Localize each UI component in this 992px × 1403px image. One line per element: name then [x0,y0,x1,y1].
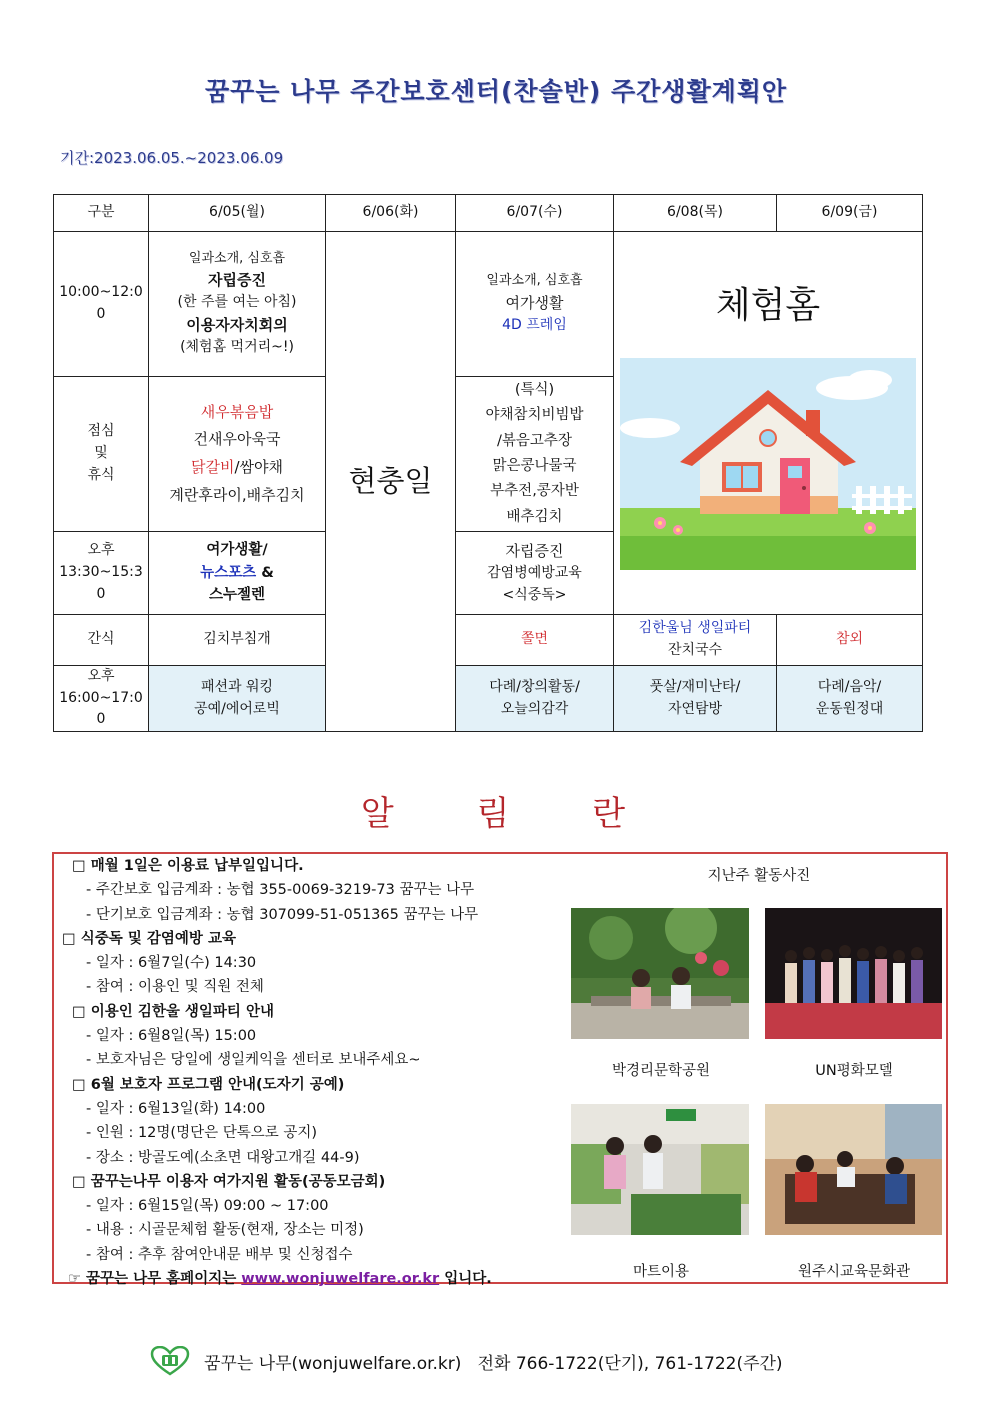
notice-heading: □ 매월 1일은 이용료 납부일입니다. [72,858,304,874]
activity-line: 다례/창의활동/ [489,678,580,695]
activity-line: 풋살/재미난타/ [649,678,741,695]
menu-item: 배추김치 [506,508,563,525]
notice-heading: □ 꿈꾸는나무 이용자 여가지원 활동(공동모금회) [72,1173,386,1190]
menu-item: /볶음고추장 [497,432,572,449]
notice-title: 알 림 란 [360,794,632,834]
house-illustration [620,358,916,570]
center-logo-icon [150,1346,190,1376]
mon-late-cell [149,666,326,732]
activity-line: 4D 프레임 [502,316,567,333]
photo-park [571,908,749,1039]
notice-item: - 일자 : 6월7일(수) 14:30 [86,955,257,972]
menu-item-highlight: 닭갈비 [190,458,235,476]
activity-line: (한 주를 여는 아침) [177,294,297,311]
table-row [54,666,923,732]
homepage-prefix: ☞ 꿈꾸는 나무 홈페이지는 [68,1271,237,1288]
header-cell: 구분 [54,195,149,232]
activity-line: 운동원정대 [815,700,884,717]
menu-item: 야채참치비빔밥 [485,407,584,424]
activity-line: 다례/음악/ [817,678,882,695]
table-row [54,615,923,666]
photo-center [765,1104,942,1235]
photo-caption: 원주시교육문화관 [797,1264,911,1280]
activity-line: 일과소개, 심호흡 [188,250,286,266]
wed-snack-cell: 쫄면 [456,615,614,666]
time-label-text: 10:00~12:00 [59,284,143,322]
header-cell: 6/08(목) [614,195,777,232]
wed-late-cell [456,666,614,732]
label-line: 휴식 [87,466,115,483]
notice-item: - 일자 : 6월13일(화) 14:00 [86,1100,266,1117]
weekly-plan-table [53,194,923,732]
notice-list [62,854,572,1291]
menu-item: 계란후라이,배추김치 [169,485,305,504]
page-title: 꿈꾸는 나무 주간보호센터(찬솔반) 주간생활계획안 [204,77,788,106]
activity-amp: & [261,564,274,581]
thu-snack-cell [614,615,777,666]
heart-logo-icon [150,1346,190,1376]
photo-center-image [765,1104,942,1235]
homepage-suffix: 입니다. [444,1271,492,1288]
photo-caption: UN평화모델 [815,1063,893,1079]
photo-stage [765,908,942,1039]
photo-caption: 마트이용 [632,1264,690,1280]
activity-line: 오늘의감각 [500,700,569,717]
wed-lunch-cell [456,377,614,532]
experience-home-title: 체험홈 [715,285,821,326]
notice-item: - 참여 : 추후 참여안내문 배부 및 신청접수 [86,1246,353,1263]
photo-section [569,854,949,1284]
notice-item: - 보호자님은 당일에 생일케익을 센터로 보내주세요~ [86,1052,421,1069]
mon-lunch-cell [149,377,326,532]
photo-section-title: 지난주 활동사진 [707,868,811,884]
activity-line: 일과소개, 심호흡 [486,273,583,289]
homepage-line [62,1267,572,1291]
photo-mart [571,1104,749,1235]
activity-line: (체험홈 먹거리~!) [180,339,294,356]
notice-item: - 주간보호 입금계좌 : 농협 355-0069-3219-73 꿈꾸는 나무 [86,882,475,899]
notice-item: - 내용 : 시골문체험 활동(현재, 장소는 미정) [86,1222,364,1239]
label-line: 및 [94,445,108,462]
mon-afternoon-cell [149,532,326,615]
notice-heading: □ 이용인 김한울 생일파티 안내 [72,1003,274,1020]
period-label: 기간:2023.06.05.~2023.06.09 [60,149,284,167]
mon-morning-cell [149,232,326,377]
activity-line: 공예/에어로빅 [194,700,280,717]
activity-line: 자연탐방 [667,700,723,717]
photo-park-image [571,908,749,1039]
fri-snack-cell: 참외 [777,615,923,666]
notice-item: - 일자 : 6월15일(목) 09:00 ~ 17:00 [86,1198,329,1215]
menu-item: 새우볶음밥 [200,402,274,421]
menu-item-rest: /쌈야채 [234,458,283,476]
label-line: 점심 [87,423,115,440]
photo-mart-image [571,1104,749,1235]
homepage-link[interactable]: www.wonjuwelfare.or.kr [241,1271,440,1288]
activity-line: <식중독> [502,586,567,603]
label-line: 오후 [87,668,115,684]
time-label [54,532,149,615]
snack-line: 잔치국수 [667,642,723,658]
header-cell: 6/07(수) [456,195,614,232]
activity-line [151,562,323,584]
notice-item: - 일자 : 6월8일(목) 15:00 [86,1028,257,1045]
snack-line: 김한울님 생일파티 [638,620,752,637]
notice-item: - 인원 : 12명(명단은 단톡으로 공지) [86,1125,318,1142]
notice-heading: □ 식중독 및 감염예방 교육 [62,930,236,947]
time-label [54,232,149,377]
label-line: 오후 [87,542,115,559]
notice-box [52,852,948,1288]
header-cell: 6/09(금) [777,195,923,232]
photo-stage-image [765,908,942,1039]
wed-afternoon-cell [456,532,614,615]
fri-late-cell [777,666,923,732]
activity-line: 자립증진 [505,541,564,560]
wed-morning-cell [456,232,614,377]
activity-line: 패션과 워킹 [200,678,274,695]
header-cell: 6/05(월) [149,195,326,232]
tue-holiday-cell: 현충일 [326,232,456,732]
notice-heading: □ 6월 보호자 프로그램 안내(도자기 공예) [72,1076,345,1093]
activity-line: 감염병예방교육 [487,564,582,581]
notice-item: - 참여 : 이용인 및 직원 전체 [86,979,264,996]
time-label [54,377,149,532]
experience-home-cell [614,232,923,615]
menu-item [151,454,323,482]
activity-highlight: 뉴스포츠 [200,564,257,581]
label-line: 13:30~15:30 [59,564,143,602]
menu-item: 건새우아욱국 [193,430,281,449]
table-row [54,232,923,377]
activity-line: 여가생활/ [206,542,268,559]
footer [150,1345,850,1377]
notice-item: - 단기보호 입금계좌 : 농협 307099-51-051365 꿈꾸는 나무 [86,906,479,923]
footer-text: 꿈꾸는 나무(wonjuwelfare.or.kr) 전화 766-1722(단기), 761-1722(주간) [204,1353,783,1374]
table-header-row [54,195,923,232]
notice-item: - 장소 : 방골도예(소초면 대왕고개길 44-9) [86,1149,360,1166]
activity-line: 스누젤렌 [208,587,266,604]
menu-item: 맑은콩나물국 [492,458,577,474]
time-label [54,666,149,732]
menu-item: (특식) [514,381,555,398]
activity-line: 여가생활 [505,293,564,312]
house-image [620,358,916,570]
menu-item: 부추전,콩자반 [490,483,579,500]
header-cell: 6/06(화) [326,195,456,232]
activity-line: 자립증진 [208,271,266,290]
label-line: 16:00~17:00 [59,689,143,728]
mon-snack-cell: 김치부침개 [149,615,326,666]
time-label: 간식 [54,615,149,666]
photo-caption: 박경리문학공원 [611,1063,711,1079]
thu-late-cell [614,666,777,732]
activity-line: 이용자자치회의 [186,316,288,335]
